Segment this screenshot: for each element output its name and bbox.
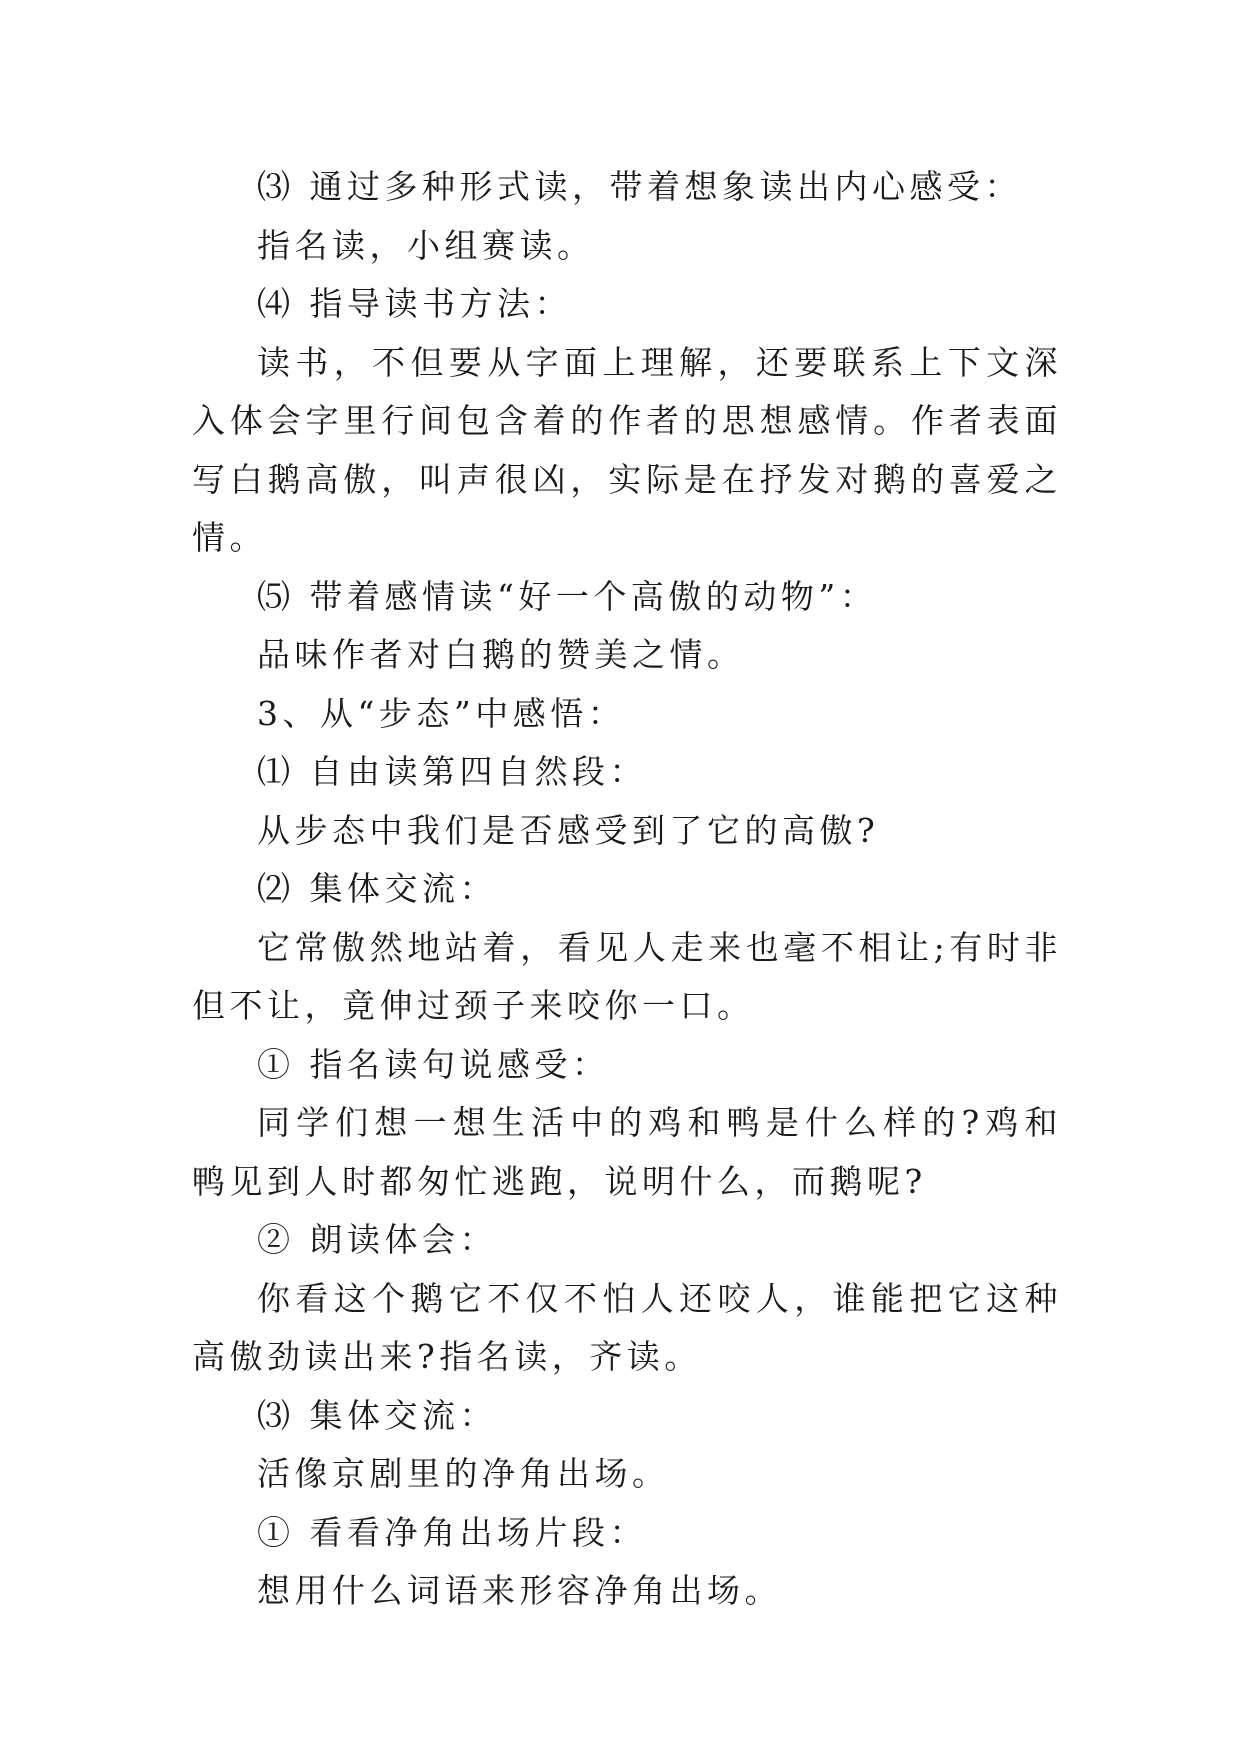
paragraph: 想用什么词语来形容净角出场。 — [257, 1571, 782, 1610]
paragraph: 指名读，小组赛读。 — [257, 225, 595, 265]
section-heading: 3、从“步态”中感悟： — [257, 693, 626, 733]
paragraph: 品味作者对白鹅的赞美之情。 — [257, 635, 745, 674]
paragraph: ⑸ 带着感情读“好一个高傲的动物”： — [257, 576, 878, 616]
paragraph: 从步态中我们是否感受到了它的高傲? — [257, 810, 880, 850]
paragraph: ① 看看净角出场片段： — [257, 1512, 647, 1552]
paragraph: 它常傲然地站着，看见人走来也毫不相让;有时非但不让，竟伸过颈子来咬你一口。 — [192, 927, 1062, 1025]
paragraph: 同学们想一想生活中的鸡和鸭是什么样的?鸡和鸭见到人时都匆忙逃跑，说明什么，而鹅呢? — [192, 1103, 1062, 1201]
paragraph: ⑴ 自由读第四自然段： — [257, 752, 647, 791]
paragraph: ① 指名读句说感受： — [257, 1044, 610, 1084]
paragraph: ② 朗读体会： — [257, 1220, 497, 1259]
paragraph: ⑵ 集体交流： — [257, 869, 497, 908]
paragraph: 读书，不但要从字面上理解，还要联系上下文深入体会字里行间包含着的作者的思想感情。作者表面写白鹅高傲，叫声很凶，实际是在抒发对鹅的喜爱之情。 — [192, 342, 1062, 557]
paragraph: ⑷ 指导读书方法： — [257, 284, 572, 323]
paragraph: ⑶ 通过多种形式读，带着想象读出内心感受： — [257, 167, 1022, 206]
paragraph: ⑶ 集体交流： — [257, 1395, 497, 1435]
paragraph: 活像京剧里的净角出场。 — [257, 1454, 670, 1493]
paragraph: 你看这个鹅它不仅不怕人还咬人，谁能把它这种高傲劲读出来?指名读，齐读。 — [192, 1278, 1062, 1376]
document-body — [192, 158, 1062, 1621]
